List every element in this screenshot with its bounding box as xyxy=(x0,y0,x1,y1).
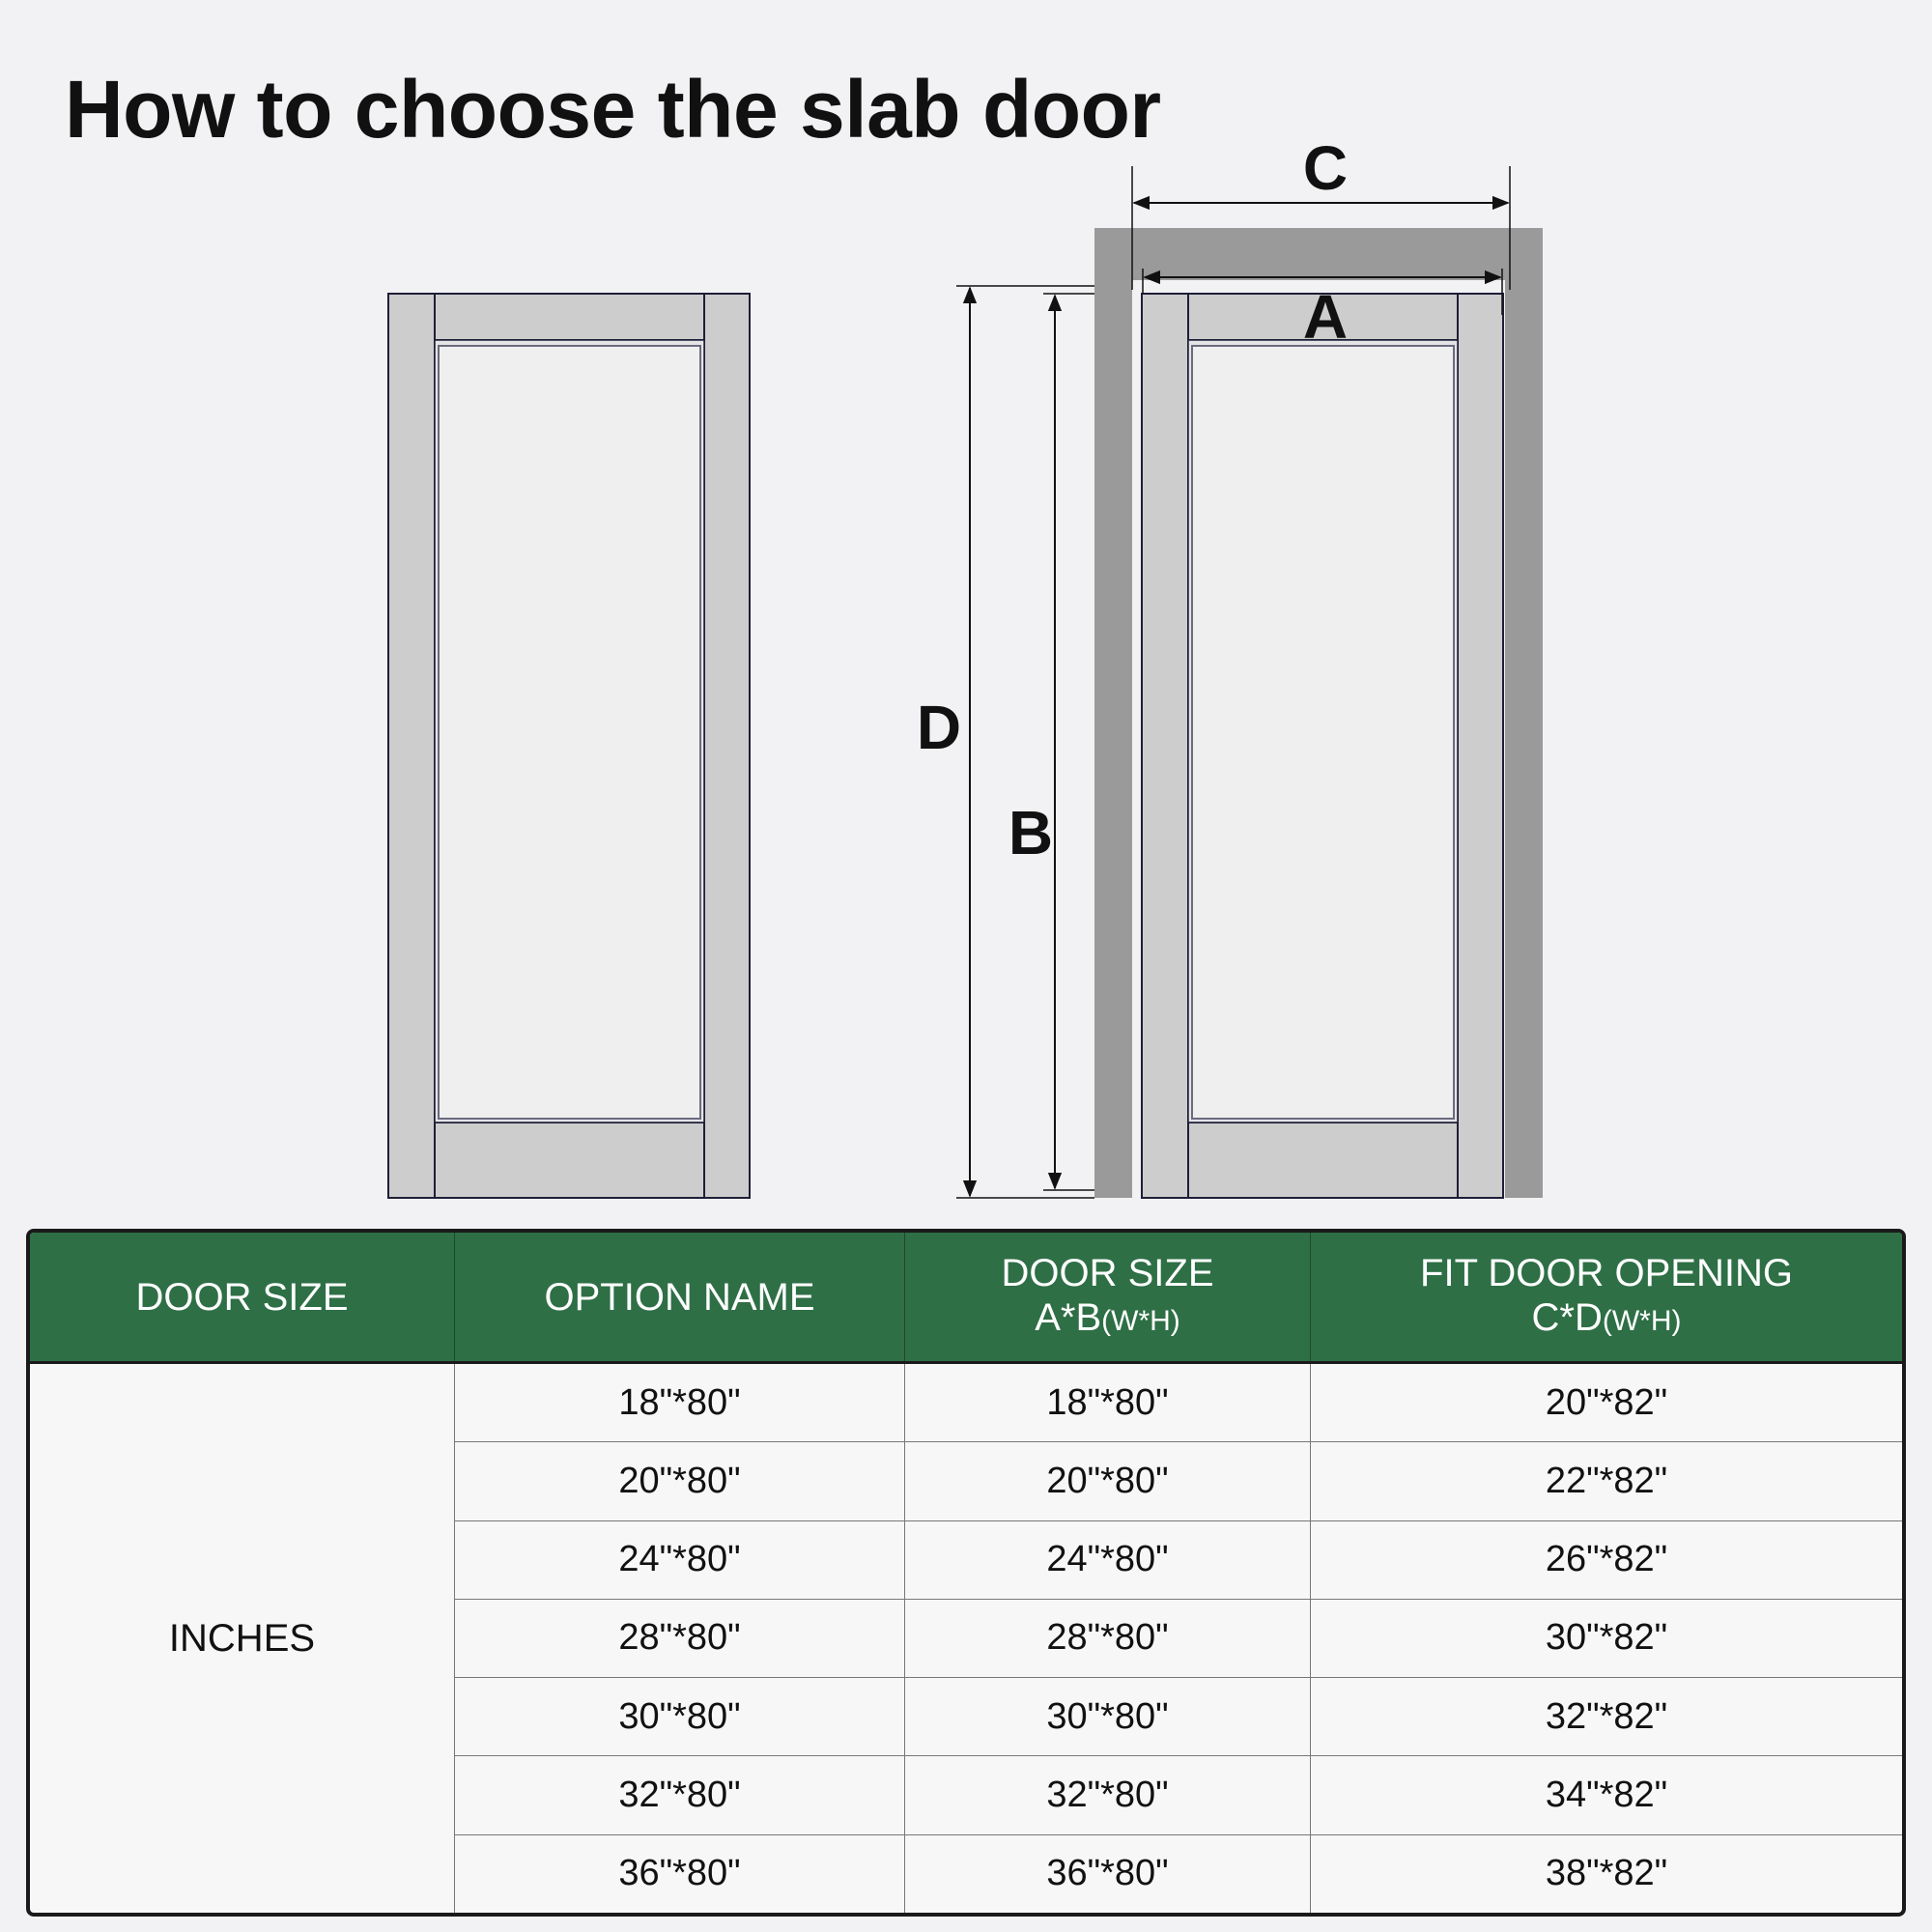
opening-cell: 26"*82" xyxy=(1545,1539,1668,1580)
unit-cell: INCHES xyxy=(30,1364,455,1913)
table-header xyxy=(30,1233,1902,1364)
door-size-cell: 18"*80" xyxy=(905,1364,1311,1441)
table-body xyxy=(30,1364,1902,1913)
door-size-cell: 28"*80" xyxy=(905,1600,1311,1677)
door-size-cell: 20"*80" xyxy=(905,1442,1311,1520)
option-name-cell: 36"*80" xyxy=(455,1835,905,1913)
opening-cell: 38"*82" xyxy=(1545,1853,1668,1894)
label-d: D xyxy=(916,693,962,762)
door-size-cell: 32"*80" xyxy=(905,1756,1311,1833)
opening-cell: 34"*82" xyxy=(1545,1775,1668,1816)
table-row xyxy=(455,1835,1902,1913)
slab-door-in-frame xyxy=(1142,294,1503,1198)
option-name-cell: 24"*80" xyxy=(455,1521,905,1599)
opening-cell: 30"*82" xyxy=(1545,1617,1668,1659)
label-b: B xyxy=(1008,798,1054,867)
door-size-cell: 24"*80" xyxy=(905,1521,1311,1599)
dimension-b xyxy=(1009,294,1094,1190)
option-name-cell: 30"*80" xyxy=(455,1678,905,1755)
table-row xyxy=(455,1678,1902,1756)
header-door-size-ab: DOOR SIZE A*B(W*H) xyxy=(905,1233,1311,1361)
opening-cell: 22"*82" xyxy=(1545,1460,1668,1501)
dimension-d xyxy=(917,286,1094,1198)
option-name-cell: 28"*80" xyxy=(455,1600,905,1677)
slab-door-left xyxy=(388,294,750,1198)
option-name-cell: 18"*80" xyxy=(455,1364,905,1441)
size-table xyxy=(26,1229,1906,1917)
label-a: A xyxy=(1302,282,1349,352)
header-door-size: DOOR SIZE xyxy=(30,1233,455,1361)
opening-cell: 32"*82" xyxy=(1545,1695,1668,1737)
option-name-cell: 20"*80" xyxy=(455,1442,905,1520)
table-row xyxy=(455,1364,1902,1442)
table-row xyxy=(455,1600,1902,1678)
page-title: How to choose the slab door xyxy=(65,64,1161,155)
table-row xyxy=(455,1521,1902,1600)
table-row xyxy=(455,1756,1902,1834)
door-size-cell: 30"*80" xyxy=(905,1678,1311,1755)
header-fit-door-opening: FIT DOOR OPENING C*D(W*H) xyxy=(1420,1251,1793,1339)
header-option-name: OPTION NAME xyxy=(455,1233,905,1361)
table-row xyxy=(455,1442,1902,1520)
table-rows xyxy=(455,1364,1902,1913)
opening-cell: 20"*82" xyxy=(1545,1381,1668,1423)
option-name-cell: 32"*80" xyxy=(455,1756,905,1833)
label-c: C xyxy=(1302,133,1349,203)
door-size-cell: 36"*80" xyxy=(905,1835,1311,1913)
